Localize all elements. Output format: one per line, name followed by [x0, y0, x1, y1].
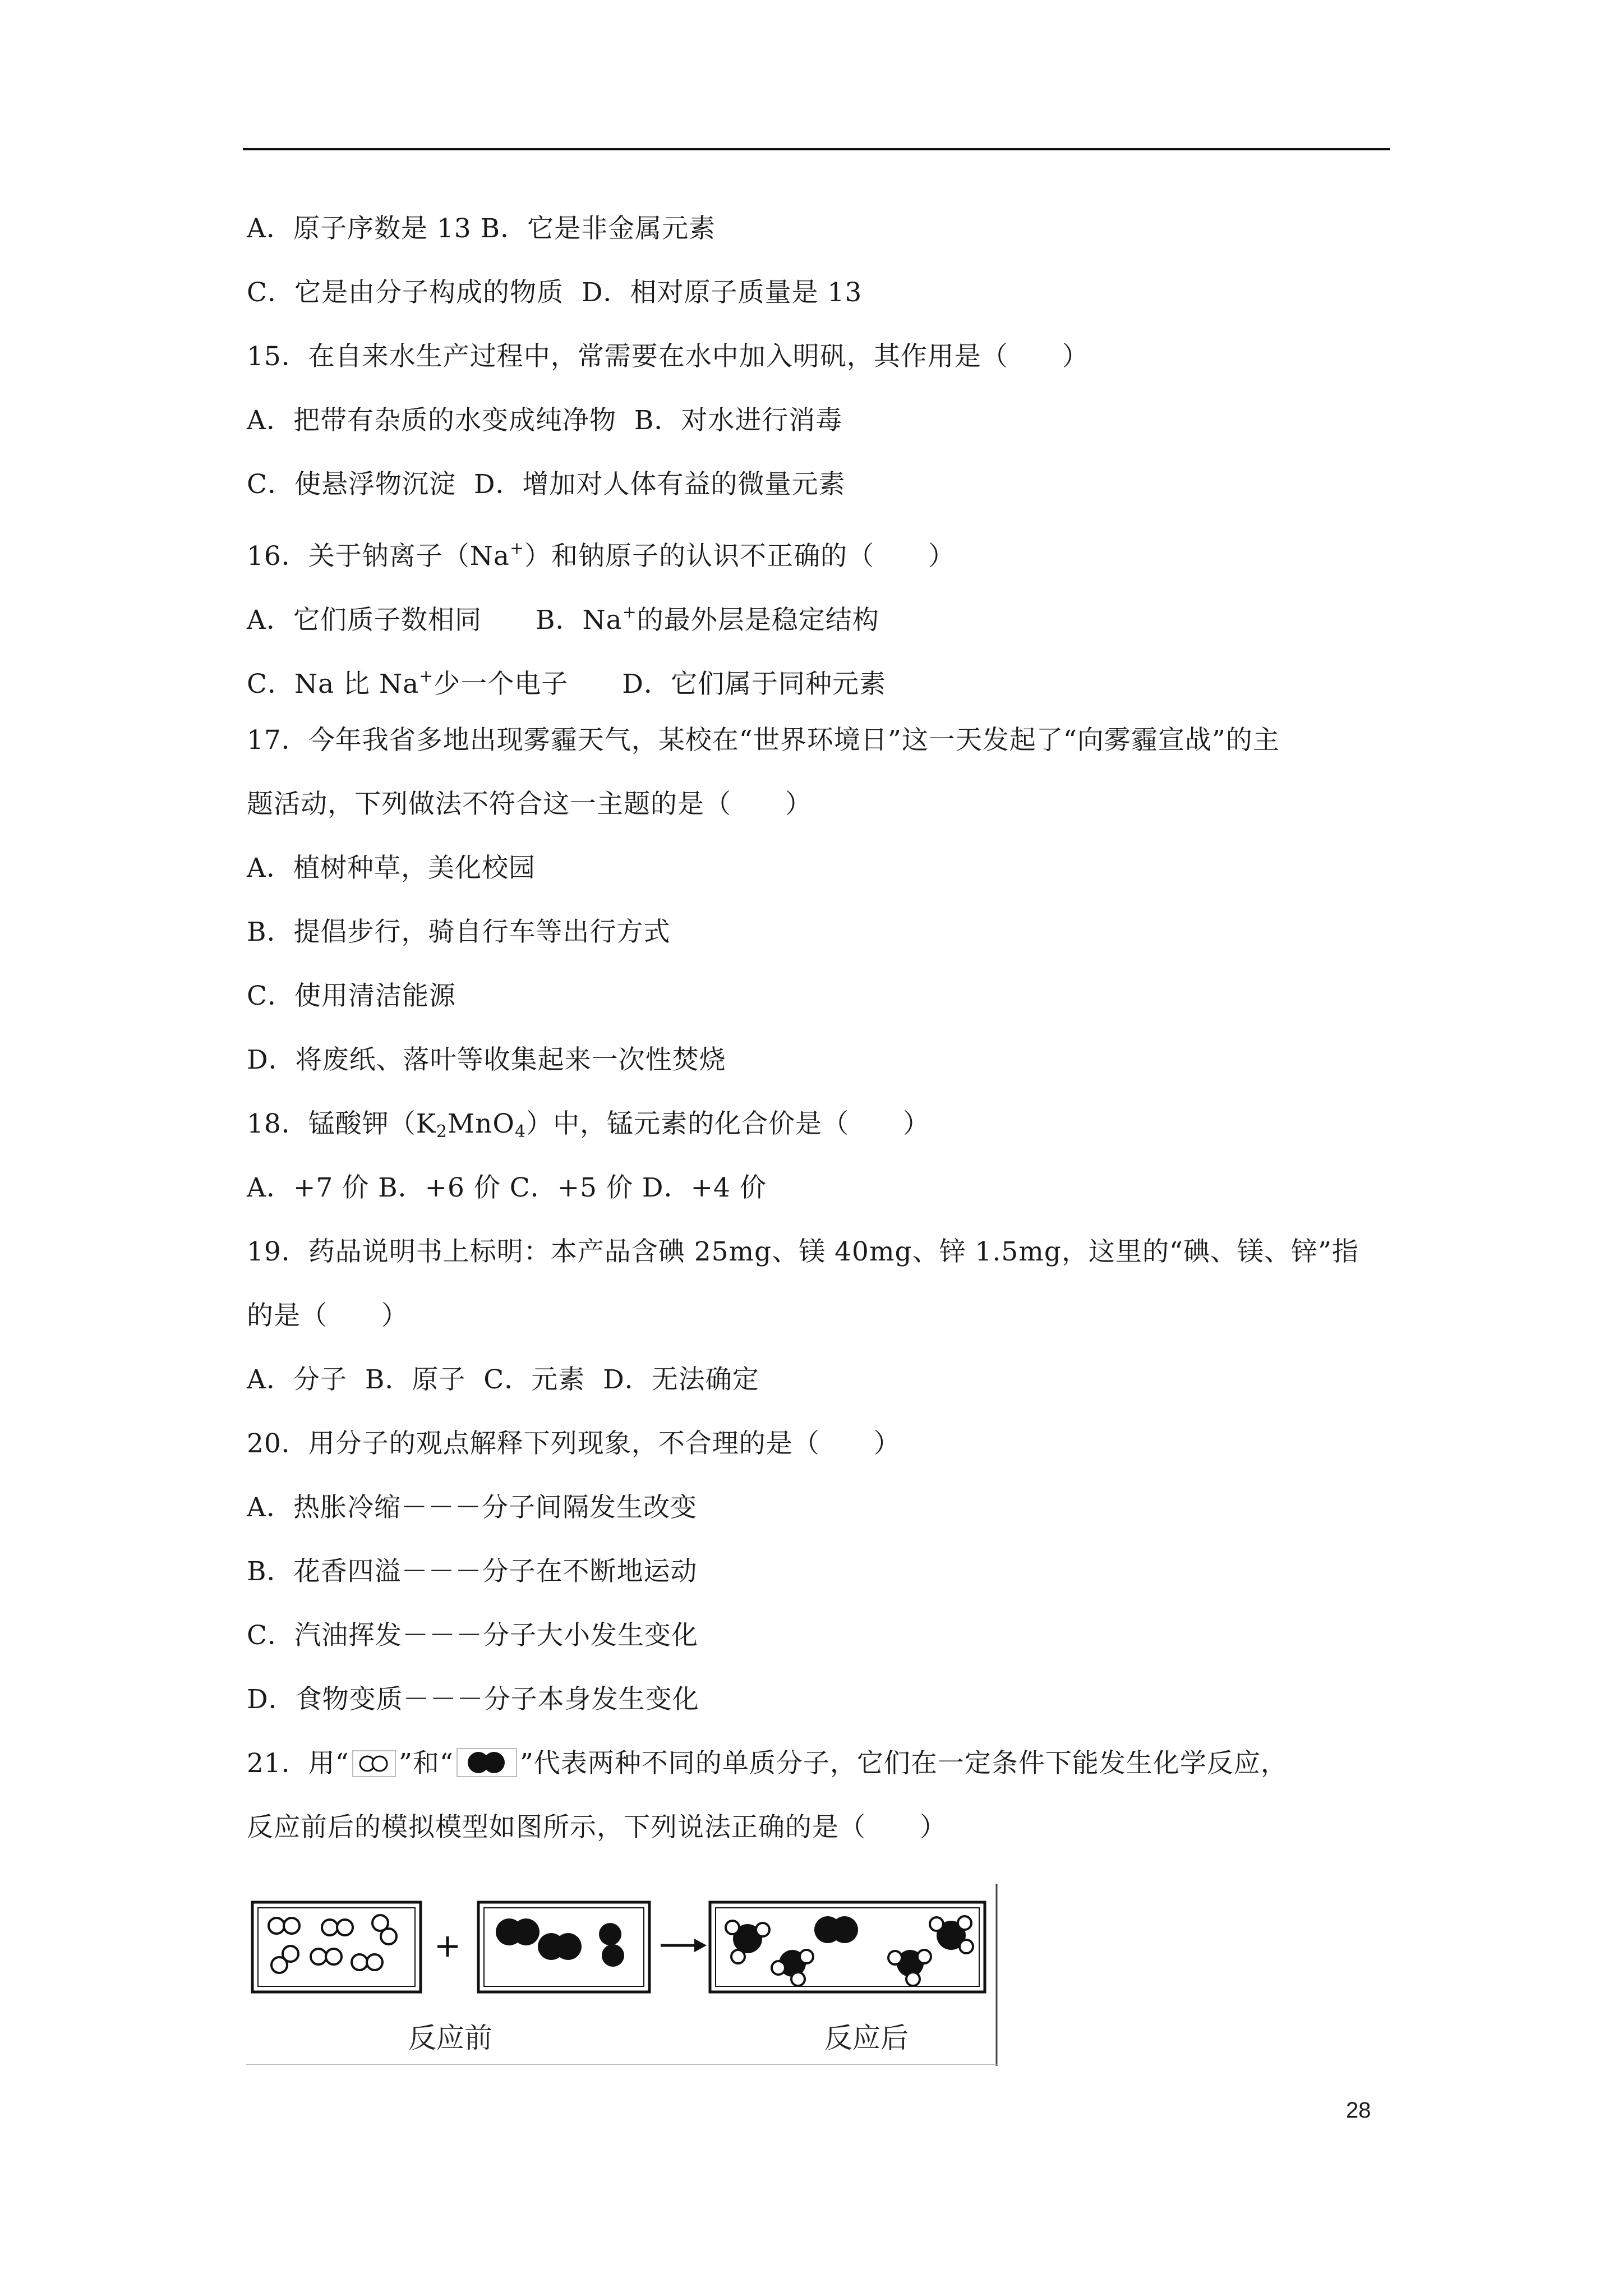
q19-stem-line2: 的是（ ） [247, 1300, 408, 1331]
q15-options-cd: C．使悬浮物沉淀 D．增加对人体有益的微量元素 [247, 469, 846, 500]
q15-options-ab: A．把带有杂质的水变成纯净物 B．对水进行消毒 [247, 405, 843, 436]
q20-option-a: A．热胀冷缩－－－分子间隔发生改变 [247, 1492, 697, 1523]
q21-stem-line1: 21．用“ ”和“ ”代表两种不同的单质分子，它们在一定条件下能发生化学反应， [247, 1748, 1288, 1779]
leftover-black-molecule [814, 1916, 858, 1943]
q20-option-d: D．食物变质－－－分子本身发生变化 [247, 1684, 699, 1715]
page-number: 28 [1346, 2098, 1371, 2123]
q21-stem-line2: 反应前后的模拟模型如图所示，下列说法正确的是（ ） [247, 1812, 947, 1843]
q20-stem: 20．用分子的观点解释下列现象，不合理的是（ ） [247, 1428, 901, 1459]
q15-stem: 15．在自来水生产过程中，常需要在水中加入明矾，其作用是（ ） [247, 341, 1089, 372]
q14-options-ab: A．原子序数是 13 B．它是非金属元素 [247, 213, 716, 244]
reaction-model-figure [246, 1884, 1000, 2066]
white-molecule-icon [352, 1750, 396, 1778]
black-molecule-icon [456, 1747, 518, 1778]
q16-options-ab: A．它们质子数相同 B．Na+的最外层是稳定结构 [247, 602, 879, 636]
q17-option-b: B．提倡步行，骑自行车等出行方式 [247, 917, 671, 947]
q16-stem: 16．关于钠离子（Na+）和钠原子的认识不正确的（ ） [247, 539, 956, 572]
q18-options: A．+7 价 B．+6 价 C．+5 价 D．+4 价 [247, 1172, 767, 1203]
q17-stem-line2: 题活动，下列做法不符合这一主题的是（ ） [247, 789, 812, 820]
q17-option-c: C．使用清洁能源 [247, 981, 456, 1011]
q17-option-a: A．植树种草，美化校园 [247, 853, 536, 884]
q17-option-d: D．将废纸、落叶等收集起来一次性焚烧 [247, 1045, 726, 1075]
q19-stem-line1: 19．药品说明书上标明：本产品含碘 25mg、镁 40mg、锌 1.5mg，这里的“碘、镁、锌”指 [247, 1236, 1359, 1267]
q20-option-c: C．汽油挥发－－－分子大小发生变化 [247, 1620, 698, 1651]
label-before-reaction: 反应前 [408, 2022, 492, 2054]
q20-option-b: B．花香四溢－－－分子在不断地运动 [247, 1556, 698, 1587]
q18-stem: 18．锰酸钾$(K_2MnO_4)$中，锰元素的化合价是（ ） [247, 1108, 930, 1142]
header-rule [243, 148, 1390, 150]
q17-stem-line1: 17．今年我省多地出现雾霾天气，某校在“世界环境日”这一天发起了“向雾霾宣战”的主 [247, 725, 1280, 756]
label-after-reaction: 反应后 [824, 2022, 909, 2054]
q19-options: A．分子 B．原子 C．元素 D．无法确定 [247, 1364, 759, 1395]
q14-options-cd: C．它是由分子构成的物质 D．相对原子质量是 13 [247, 277, 863, 308]
q16-options-cd: C．Na 比 Na+少一个电子 D．它们属于同种元素 [247, 666, 886, 700]
